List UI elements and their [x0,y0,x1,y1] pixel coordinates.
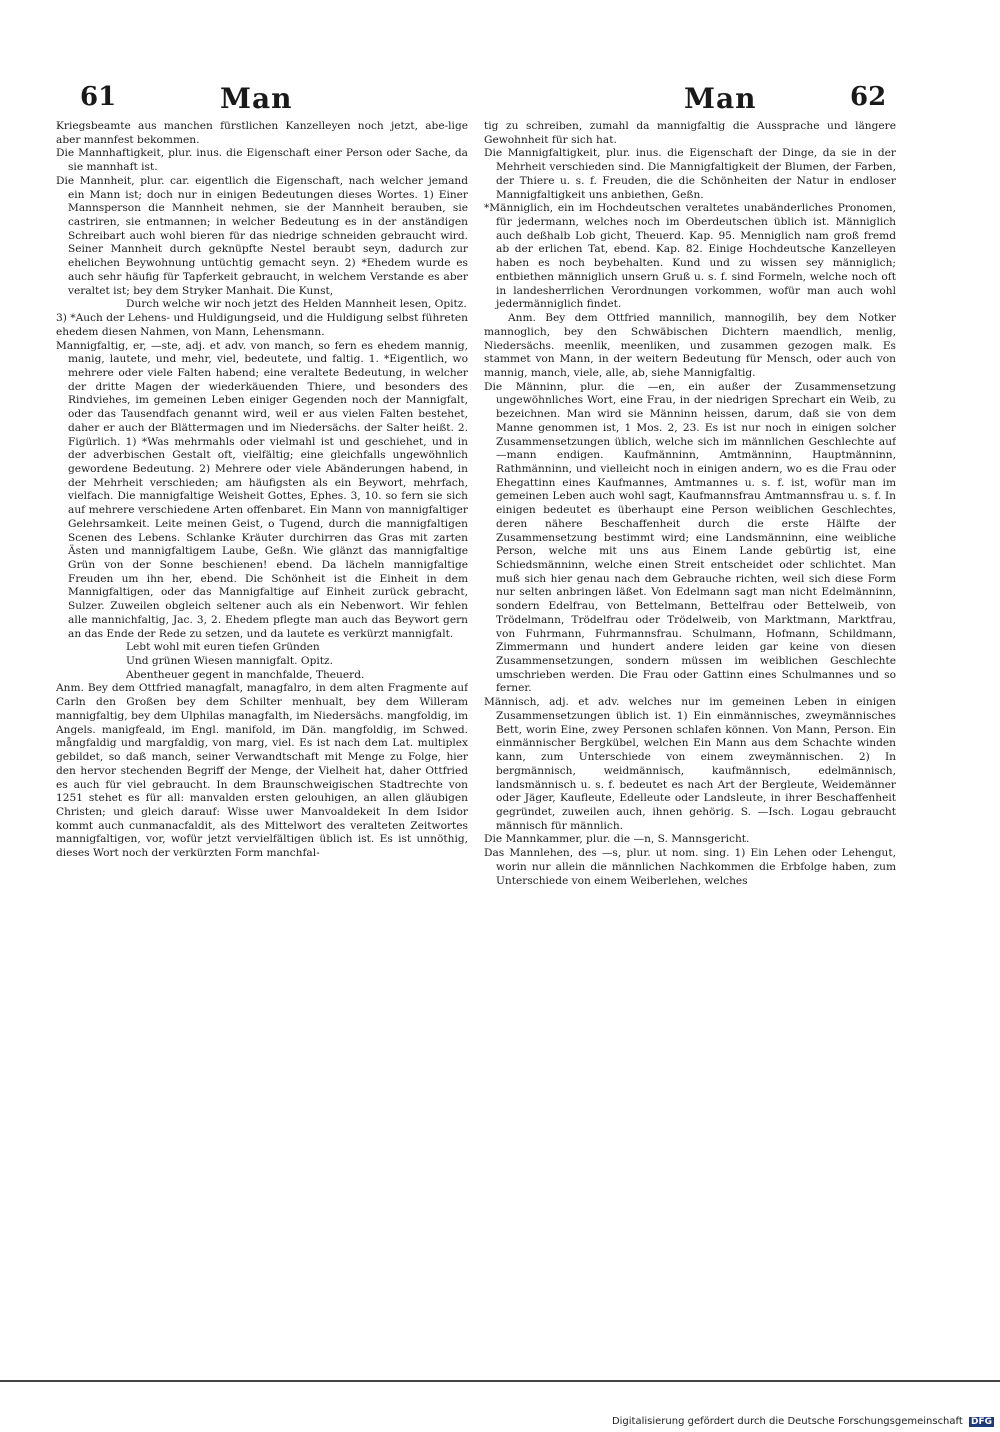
bottom-rule [0,1380,1000,1382]
verse-line: Und grünen Wiesen mannigfalt. Opitz. [126,655,333,668]
dictionary-entry: Männisch, adj. et adv. welches nur im gemeinen Leben in einigen Zusammensetzungen üblich ist. 1) Ein einmännisches, zweymännisches Bett, worin Eine, zwey Personen schlafen können. Von Mann, Person. Ein einmännischer Bergkübel, welchen Ein Mann aus dem Schachte winden kann, zum Unterschiede von einem zweymännischen. 2) In bergmännisch, weidmännisch, kaufmännisch, edelmännisch, landsmännisch u. s. f. bedeutet es nach Art der Bergleute, Weidemänner oder Jäger, Kaufleute, Edelleute oder Landsleute, in ihrer Beschaffenheit gegründet, zuweilen auch, ihnen gehörig. S. —Isch. Logau gebraucht männisch für männlich. [484,696,896,832]
dictionary-entry: Anm. Bey dem Ottfried mannilich, mannogilih, bey dem Notker mannoglich, bey den Schwäbischen Dichtern maendlich, menlig, Niedersächs. meenlik, meenliken, und zusammen gezogen malk. Es stammet von Mann, in der weitern Bedeutung für Mensch, oder auch von mannig, manch, viele, alle, ab, siehe Mannigfaltig. [484,312,896,379]
footer-funding-note [612,1416,994,1427]
dictionary-entry: Die Mannhaftigkeit, plur. inus. die Eigenschaft einer Person oder Sache, da sie mannhaft ist. [56,147,468,174]
running-title-right: Man [684,82,757,115]
dictionary-entry: Die Mannigfaltigkeit, plur. inus. die Eigenschaft der Dinge, da sie in der Mehrheit verschieden sind. Die Mannigfaltigkeit der Blumen, der Farben, der Thiere u. s. f. Freuden, die die Schönheiten der Natur in endloser Mannigfaltigkeit uns anbiethen, Geßn. [484,147,896,201]
dictionary-entry: Anm. Bey dem Ottfried managfalt, managfalro, in dem alten Fragmente auf Carln den Großen bey dem Schilter menhualt, bey dem Willeram mannigfaltig, bey dem Ulphilas managfalth, im Niedersächs. mangfoldig, im Angels. manigfeald, im Engl. manifold, im Dän. mangfoldig, im Schwed. mångfaldig und margfaldig, von marg, viel. Es ist nach dem Lat. multiplex gebildet, so daß manch, seiner Verwandtschaft mit Menge zu Folge, hier den hervor stechenden Begriff der Menge, der Vielheit hat, daher Ottfried es auch für viel gebraucht. In dem Braunschweigischen Stadtrechte von 1251 stehet es für all: manvalden ersten gelouhigen, an allen gläubigen Christen; und gleich darauf: Wisse uwer Manvoaldekeit In dem Isidor kommt auch cunmanacfaldit, als des Mittelwort des veralteten Zeitwortes mannigfaltigen, vor, wofür jetzt vervielfältigen üblich ist. Es ist unnöthig, dieses Wort noch der verkürzten Form manchfal- [56,682,468,860]
dictionary-entry: tig zu schreiben, zumahl da mannigfaltig die Aussprache und längere Gewohnheit für sich hat. [484,120,896,146]
dictionary-entry: Kriegsbeamte aus manchen fürstlichen Kanzelleyen noch jetzt, abe-lige aber mannfest bekommen. [56,120,468,146]
right-text-column [484,120,896,1198]
dictionary-entry: Die Mannheit, plur. car. eigentlich die Eigenschaft, nach welcher jemand ein Mann ist; doch nur in einigen Bedeutungen dieses Wortes. 1) Einer Mannsperson die Mannheit nehmen, sie der Mannheit berauben, sie castriren, sie entmannen; in welcher Bedeutung es in der anständigen Schreibart auch wohl bieren für das niedrige schneiden gebraucht wird. Seiner Mannheit durch geknüpfte Nestel beraubt seyn, dadurch zur ehelichen Beywohnung untüchtig gemacht seyn. 2) *Ehedem wurde es auch sehr häufig für Tapferkeit gebraucht, in welchem Verstande es aber veraltet ist; bey dem Stryker Manhait. Die Kunst, [56,174,468,297]
dictionary-entry: Das Mannlehen, des —s, plur. ut nom. sing. 1) Ein Lehen oder Lehengut, worin nur allein die männlichen Nachkommen die Erbfolge haben, zum Unterschiede von einem Weiberlehen, welches [484,847,896,887]
verse-line: Durch welche wir noch jetzt des Helden Mannheit lesen, Opitz. [126,298,467,311]
verse-line: Lebt wohl mit euren tiefen Gründen [126,641,320,654]
dfg-logo: DFG [970,1417,992,1427]
page-header [0,82,1000,122]
left-text-column [56,120,468,1198]
page-number-right: 62 [850,82,887,112]
dictionary-entry: *Männiglich, ein im Hochdeutschen veraltetes unabänderliches Pronomen, für jedermann, welches noch im Oberdeutschen üblich ist. Männiglich auch deßhalb Lob gicht, Theuerd. Kap. 95. Menniglich nam groß fremd ab der erlichen Tat, ebend. Kap. 82. Einige Hochdeutsche Kanzelleyen haben es noch beybehalten. Kund und zu wissen sey männiglich; entbiethen männiglich unsern Gruß u. s. f. sind Formeln, welche noch oft in landesherrlichen Verordnungen vorkommen, wofür man auch wohl jedermänniglich findet. [484,202,896,311]
dictionary-entry: 3) *Auch der Lehens- und Huldigungseid, und die Huldigung selbst führeten ehedem diesen Nahmen, von Mann, Lehensmann. [56,312,468,338]
page-number-left: 61 [80,82,117,112]
funding-text: Digitalisierung gefördert durch die Deutsche Forschungsgemeinschaft [611,1416,963,1427]
dictionary-entry: Die Männinn, plur. die —en, ein außer der Zusammensetzung ungewöhnliches Wort, eine Frau, in der niedrigen Sprechart ein Weib, zu bezeichnen. Man wird sie Männinn heissen, darum, daß sie von dem Manne genommen ist, 1 Mos. 2, 23. Es ist nur noch in einigen solcher Zusammensetzungen üblich, welche sich im männlichen Geschlechte auf —mann endigen. Kaufmänninn, Amtmänninn, Hauptmänninn, Rathmänninn, und vielleicht noch in einigen andern, wo es die Frau oder Ehegattinn eines Kaufmannes, Amtmannes u. s. f. ist, wofür man im gemeinen Leben auch wohl sagt, Kaufmannsfrau Amtmannsfrau u. s. f. In einigen bedeutet es überhaupt eine Person weiblichen Geschlechtes, deren nähere Beschaffenheit durch die erste Hälfte der Zusammensetzung bestimmt wird; eine Landsmänninn, eine weibliche Person, welche mit uns aus Einem Lande gebürtig ist, eine Schiedsmänninn, welche einen Streit entscheidet oder schlichtet. Man muß sich hier genau nach dem Gebrauche richten, weil sich diese Form nur selten anbringen läßet. Von Edelmann sagt man nicht Edelmänninn, sondern Edelfrau, von Bettelmann, Bettelfrau oder Bettelweib, von Trödelmann, Trödelfrau oder Trödelweib, von Marktmann, Marktfrau, von Fuhrmann, Fuhrmannsfrau. Schulmann, Hofmann, Schildmann, Zimmermann und hundert andere leiden gar keine von diesen Zusammensetzungen, sondern müssen im weiblichen Geschlechte umschrieben werden. Die Frau oder Gattinn eines Schulmannes und so ferner. [484,380,896,695]
verse-line: Abentheuer gegent in manchfalde, Theuerd. [126,668,365,681]
dictionary-entry: Mannigfaltig, er, —ste, adj. et adv. von manch, so fern es ehedem mannig, manig, lautete, und mehr, viel, bedeutete, und faltig. 1. *Eigentlich, wo mehrere oder viele Falten habend; eine veraltete Bedeutung, in welcher der dritte Magen der wiederkäuenden Thiere, und besonders des Rindviehes, im gemeinen Leben einiger Gegenden noch der Mannigfalt, oder das Tausendfach genannt wird, weil er aus vielen Falten bestehet, daher er auch der Blättermagen und im Niedersächs. der Salter heißt. 2. Figürlich. 1) *Was mehrmahls oder vielmahl ist und geschiehet, und in der adverbischen Gestalt oft, vielfältig; eine gleichfalls ungewöhnlich gewordene Bedeutung. 2) Mehrere oder viele Abänderungen habend, in der Mehrheit verschieden; am häufigsten als ein Beywort, mehrfach, vielfach. Die mannigfaltige Weisheit Gottes, Ephes. 3, 10. so fern sie sich auf mehrere verschiedene Arten offenbaret. Ein Mann von mannigfaltiger Gelehrsamkeit. Leite meinen Geist, o Tugend, durch die mannigfaltigen Scenen des Lebens. Schlanke Kräuter durchirren das Gras mit zarten Ästen und mannigfaltigem Laube, Geßn. Wie glänzt das mannigfaltige Grün von der Sonne beschienen! ebend. Da lächeln mannigfaltige Freuden um ihn her, ebend. Die Schönheit ist die Einheit in dem Mannigfaltigen, oder das Mannigfaltige auf Einheit zurück gebracht, Sulzer. Zuweilen obgleich seltener auch als ein Nebenwort. Wir fehlen alle mannichfaltig, Jac. 3, 2. Ehedem pflegte man auch das Beywort gern an das Ende der Rede zu setzen, und da lautete es verkürzt mannigfalt. [56,339,468,640]
dictionary-entry: Die Mannkammer, plur. die —n, S. Mannsgericht. [484,833,750,846]
running-title-left: Man [220,82,293,115]
